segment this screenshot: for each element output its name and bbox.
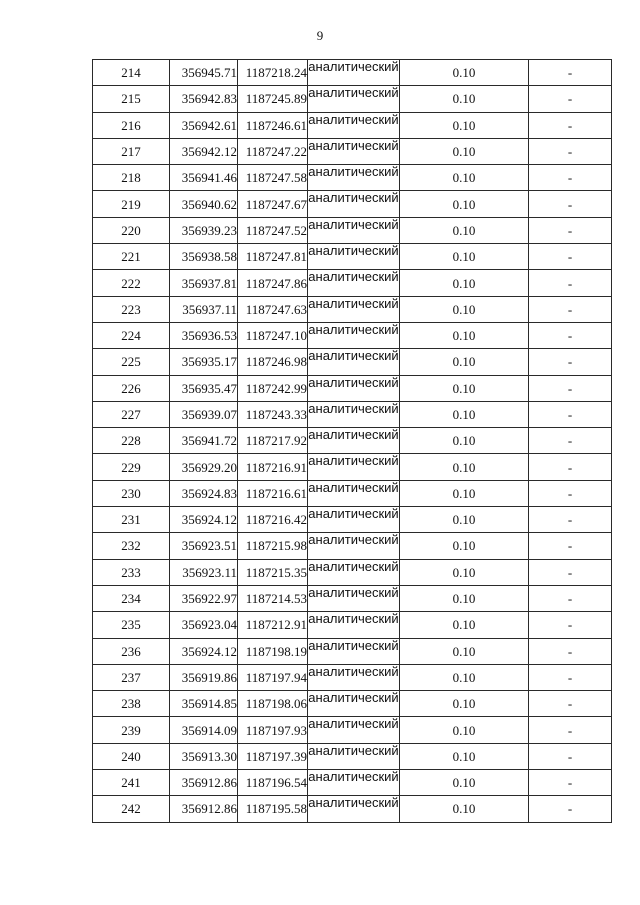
note-cell: - [529, 612, 612, 638]
method-cell: аналитический [308, 770, 400, 796]
x-coordinate-cell: 356912.86 [170, 770, 238, 796]
y-coordinate-cell: 1187247.10 [238, 322, 308, 348]
table-row [93, 322, 612, 348]
table-row [93, 138, 612, 164]
accuracy-cell: 0.10 [400, 349, 529, 375]
table-row [93, 375, 612, 401]
accuracy-cell: 0.10 [400, 296, 529, 322]
note-cell: - [529, 217, 612, 243]
accuracy-cell: 0.10 [400, 559, 529, 585]
method-cell: аналитический [308, 480, 400, 506]
accuracy-cell: 0.10 [400, 375, 529, 401]
note-cell: - [529, 86, 612, 112]
y-coordinate-cell: 1187197.93 [238, 717, 308, 743]
point-number-cell: 230 [93, 480, 170, 506]
note-cell: - [529, 60, 612, 86]
note-cell: - [529, 112, 612, 138]
x-coordinate-cell: 356942.61 [170, 112, 238, 138]
x-coordinate-cell: 356913.30 [170, 743, 238, 769]
table-row [93, 507, 612, 533]
note-cell: - [529, 375, 612, 401]
accuracy-cell: 0.10 [400, 138, 529, 164]
table-row [93, 191, 612, 217]
y-coordinate-cell: 1187216.91 [238, 454, 308, 480]
x-coordinate-cell: 356922.97 [170, 585, 238, 611]
x-coordinate-cell: 356914.09 [170, 717, 238, 743]
accuracy-cell: 0.10 [400, 270, 529, 296]
accuracy-cell: 0.10 [400, 796, 529, 822]
method-cell: аналитический [308, 559, 400, 585]
coordinates-table-body [93, 60, 612, 823]
note-cell: - [529, 296, 612, 322]
coordinates-table [92, 59, 612, 823]
table-row [93, 743, 612, 769]
note-cell: - [529, 270, 612, 296]
method-cell: аналитический [308, 612, 400, 638]
accuracy-cell: 0.10 [400, 480, 529, 506]
method-cell: аналитический [308, 743, 400, 769]
method-cell: аналитический [308, 322, 400, 348]
x-coordinate-cell: 356924.12 [170, 507, 238, 533]
x-coordinate-cell: 356937.81 [170, 270, 238, 296]
point-number-cell: 218 [93, 165, 170, 191]
y-coordinate-cell: 1187217.92 [238, 428, 308, 454]
table-row [93, 691, 612, 717]
accuracy-cell: 0.10 [400, 112, 529, 138]
accuracy-cell: 0.10 [400, 533, 529, 559]
point-number-cell: 242 [93, 796, 170, 822]
note-cell: - [529, 349, 612, 375]
method-cell: аналитический [308, 244, 400, 270]
accuracy-cell: 0.10 [400, 454, 529, 480]
y-coordinate-cell: 1187247.22 [238, 138, 308, 164]
accuracy-cell: 0.10 [400, 743, 529, 769]
method-cell: аналитический [308, 296, 400, 322]
accuracy-cell: 0.10 [400, 428, 529, 454]
x-coordinate-cell: 356929.20 [170, 454, 238, 480]
point-number-cell: 241 [93, 770, 170, 796]
point-number-cell: 225 [93, 349, 170, 375]
x-coordinate-cell: 356942.83 [170, 86, 238, 112]
accuracy-cell: 0.10 [400, 86, 529, 112]
point-number-cell: 217 [93, 138, 170, 164]
point-number-cell: 231 [93, 507, 170, 533]
point-number-cell: 227 [93, 401, 170, 427]
accuracy-cell: 0.10 [400, 585, 529, 611]
point-number-cell: 224 [93, 322, 170, 348]
point-number-cell: 237 [93, 664, 170, 690]
table-row [93, 296, 612, 322]
x-coordinate-cell: 356939.23 [170, 217, 238, 243]
note-cell: - [529, 770, 612, 796]
point-number-cell: 226 [93, 375, 170, 401]
x-coordinate-cell: 356938.58 [170, 244, 238, 270]
note-cell: - [529, 138, 612, 164]
x-coordinate-cell: 356941.72 [170, 428, 238, 454]
x-coordinate-cell: 356942.12 [170, 138, 238, 164]
y-coordinate-cell: 1187215.35 [238, 559, 308, 585]
note-cell: - [529, 322, 612, 348]
x-coordinate-cell: 356945.71 [170, 60, 238, 86]
table-row [93, 533, 612, 559]
note-cell: - [529, 585, 612, 611]
point-number-cell: 234 [93, 585, 170, 611]
note-cell: - [529, 507, 612, 533]
y-coordinate-cell: 1187246.61 [238, 112, 308, 138]
y-coordinate-cell: 1187218.24 [238, 60, 308, 86]
note-cell: - [529, 165, 612, 191]
method-cell: аналитический [308, 217, 400, 243]
y-coordinate-cell: 1187247.81 [238, 244, 308, 270]
accuracy-cell: 0.10 [400, 717, 529, 743]
y-coordinate-cell: 1187246.98 [238, 349, 308, 375]
note-cell: - [529, 664, 612, 690]
x-coordinate-cell: 356923.04 [170, 612, 238, 638]
table-row [93, 86, 612, 112]
note-cell: - [529, 638, 612, 664]
note-cell: - [529, 244, 612, 270]
y-coordinate-cell: 1187198.19 [238, 638, 308, 664]
note-cell: - [529, 717, 612, 743]
method-cell: аналитический [308, 664, 400, 690]
accuracy-cell: 0.10 [400, 612, 529, 638]
table-row [93, 770, 612, 796]
table-row [93, 349, 612, 375]
table-row [93, 585, 612, 611]
note-cell: - [529, 428, 612, 454]
y-coordinate-cell: 1187216.42 [238, 507, 308, 533]
x-coordinate-cell: 356919.86 [170, 664, 238, 690]
point-number-cell: 220 [93, 217, 170, 243]
note-cell: - [529, 691, 612, 717]
method-cell: аналитический [308, 270, 400, 296]
x-coordinate-cell: 356940.62 [170, 191, 238, 217]
table-row [93, 717, 612, 743]
y-coordinate-cell: 1187197.39 [238, 743, 308, 769]
table-row [93, 112, 612, 138]
accuracy-cell: 0.10 [400, 507, 529, 533]
note-cell: - [529, 743, 612, 769]
table-row [93, 612, 612, 638]
y-coordinate-cell: 1187212.91 [238, 612, 308, 638]
method-cell: аналитический [308, 349, 400, 375]
method-cell: аналитический [308, 138, 400, 164]
x-coordinate-cell: 356924.12 [170, 638, 238, 664]
accuracy-cell: 0.10 [400, 244, 529, 270]
point-number-cell: 233 [93, 559, 170, 585]
accuracy-cell: 0.10 [400, 217, 529, 243]
point-number-cell: 232 [93, 533, 170, 559]
y-coordinate-cell: 1187247.52 [238, 217, 308, 243]
point-number-cell: 222 [93, 270, 170, 296]
method-cell: аналитический [308, 507, 400, 533]
table-row [93, 165, 612, 191]
y-coordinate-cell: 1187216.61 [238, 480, 308, 506]
accuracy-cell: 0.10 [400, 191, 529, 217]
note-cell: - [529, 533, 612, 559]
note-cell: - [529, 454, 612, 480]
method-cell: аналитический [308, 112, 400, 138]
point-number-cell: 228 [93, 428, 170, 454]
point-number-cell: 223 [93, 296, 170, 322]
y-coordinate-cell: 1187197.94 [238, 664, 308, 690]
x-coordinate-cell: 356936.53 [170, 322, 238, 348]
table-row [93, 454, 612, 480]
method-cell: аналитический [308, 796, 400, 822]
method-cell: аналитический [308, 454, 400, 480]
table-row [93, 244, 612, 270]
note-cell: - [529, 796, 612, 822]
y-coordinate-cell: 1187247.63 [238, 296, 308, 322]
x-coordinate-cell: 356914.85 [170, 691, 238, 717]
method-cell: аналитический [308, 375, 400, 401]
method-cell: аналитический [308, 191, 400, 217]
point-number-cell: 229 [93, 454, 170, 480]
accuracy-cell: 0.10 [400, 638, 529, 664]
accuracy-cell: 0.10 [400, 165, 529, 191]
x-coordinate-cell: 356935.47 [170, 375, 238, 401]
page-number: 9 [316, 28, 324, 43]
y-coordinate-cell: 1187196.54 [238, 770, 308, 796]
method-cell: аналитический [308, 691, 400, 717]
table-row [93, 401, 612, 427]
note-cell: - [529, 191, 612, 217]
table-row [93, 796, 612, 822]
y-coordinate-cell: 1187247.58 [238, 165, 308, 191]
note-cell: - [529, 559, 612, 585]
table-row [93, 60, 612, 86]
y-coordinate-cell: 1187198.06 [238, 691, 308, 717]
method-cell: аналитический [308, 717, 400, 743]
x-coordinate-cell: 356912.86 [170, 796, 238, 822]
accuracy-cell: 0.10 [400, 691, 529, 717]
table-row [93, 559, 612, 585]
method-cell: аналитический [308, 401, 400, 427]
point-number-cell: 239 [93, 717, 170, 743]
method-cell: аналитический [308, 533, 400, 559]
table-row [93, 270, 612, 296]
x-coordinate-cell: 356923.51 [170, 533, 238, 559]
point-number-cell: 214 [93, 60, 170, 86]
point-number-cell: 221 [93, 244, 170, 270]
accuracy-cell: 0.10 [400, 664, 529, 690]
x-coordinate-cell: 356941.46 [170, 165, 238, 191]
method-cell: аналитический [308, 638, 400, 664]
method-cell: аналитический [308, 86, 400, 112]
point-number-cell: 240 [93, 743, 170, 769]
x-coordinate-cell: 356935.17 [170, 349, 238, 375]
y-coordinate-cell: 1187243.33 [238, 401, 308, 427]
point-number-cell: 235 [93, 612, 170, 638]
x-coordinate-cell: 356937.11 [170, 296, 238, 322]
y-coordinate-cell: 1187247.86 [238, 270, 308, 296]
table-row [93, 428, 612, 454]
point-number-cell: 219 [93, 191, 170, 217]
x-coordinate-cell: 356924.83 [170, 480, 238, 506]
point-number-cell: 215 [93, 86, 170, 112]
y-coordinate-cell: 1187242.99 [238, 375, 308, 401]
method-cell: аналитический [308, 428, 400, 454]
point-number-cell: 236 [93, 638, 170, 664]
x-coordinate-cell: 356939.07 [170, 401, 238, 427]
method-cell: аналитический [308, 585, 400, 611]
y-coordinate-cell: 1187214.53 [238, 585, 308, 611]
point-number-cell: 216 [93, 112, 170, 138]
table-row [93, 664, 612, 690]
x-coordinate-cell: 356923.11 [170, 559, 238, 585]
y-coordinate-cell: 1187247.67 [238, 191, 308, 217]
accuracy-cell: 0.10 [400, 322, 529, 348]
note-cell: - [529, 480, 612, 506]
y-coordinate-cell: 1187195.58 [238, 796, 308, 822]
method-cell: аналитический [308, 165, 400, 191]
y-coordinate-cell: 1187245.89 [238, 86, 308, 112]
accuracy-cell: 0.10 [400, 401, 529, 427]
y-coordinate-cell: 1187215.98 [238, 533, 308, 559]
table-row [93, 480, 612, 506]
accuracy-cell: 0.10 [400, 60, 529, 86]
method-cell: аналитический [308, 60, 400, 86]
note-cell: - [529, 401, 612, 427]
point-number-cell: 238 [93, 691, 170, 717]
table-row [93, 638, 612, 664]
accuracy-cell: 0.10 [400, 770, 529, 796]
table-row [93, 217, 612, 243]
